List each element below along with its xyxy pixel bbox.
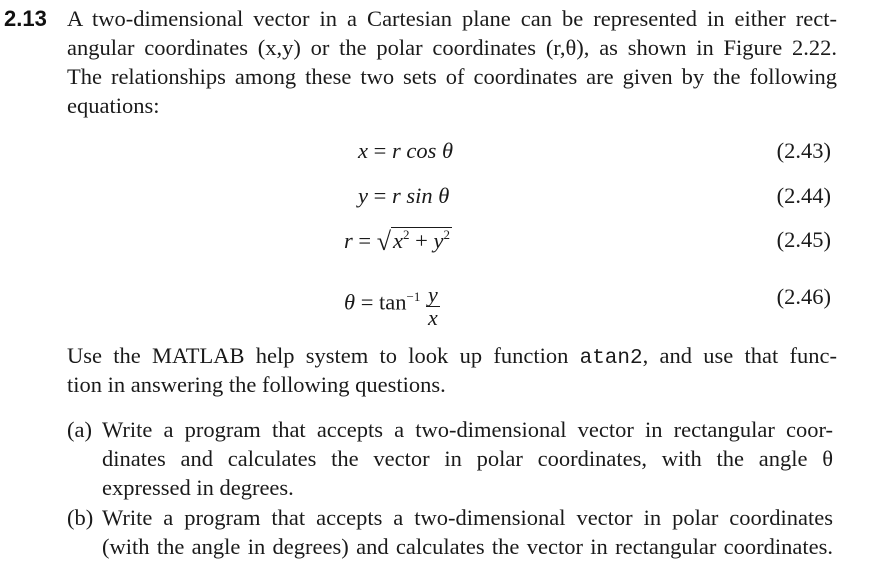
radicand: $x^2 + y^2$ — [393, 227, 450, 253]
eq4-exp: −1 — [406, 288, 421, 304]
instruction-line-1: Use the MATLAB help system to look up function atan2, and use that func- — [67, 343, 837, 370]
eq1-rhs: r cos θ — [391, 138, 454, 163]
eq2-lhs: y — [358, 183, 368, 208]
equation-2-45: $r = √x^2 + y^2$ — [344, 227, 450, 256]
part-b-line-1: Write a program that accepts a two-dimensional vector in polar coordinates — [102, 505, 833, 530]
instruction-line-2: tion in answering the following questions. — [67, 372, 446, 397]
intro-line-3: The relationships among these two sets of coordinates are given by the following — [67, 64, 837, 89]
part-a-label: (a) — [67, 417, 92, 442]
eq4-fraction — [426, 284, 440, 329]
intro-line-4: equations: — [67, 93, 160, 118]
function-name-atan2: atan2 — [579, 347, 643, 370]
equation-number-2-45: (2.45) — [776, 227, 831, 252]
part-a-line-1: Write a program that accepts a two-dimensional vector in rectangular coor- — [102, 417, 833, 442]
eq4-lhs: θ — [344, 289, 356, 315]
part-a-line-2: dinates and calculates the vector in polar coordinates, with the angle θ — [102, 446, 833, 471]
eq4-denominator: x — [427, 305, 438, 330]
part-a-line-3: expressed in degrees. — [102, 475, 294, 500]
equation-number-2-46: (2.46) — [776, 284, 831, 309]
equation-2-43: x = r cos θ — [358, 138, 454, 163]
intro-line-1: A two-dimensional vector in a Cartesian plane can be represented in either rect- — [67, 6, 837, 31]
problem-number: 2.13 — [4, 6, 47, 31]
part-b-label: (b) — [67, 505, 94, 530]
equation-number-2-43: (2.43) — [776, 138, 831, 163]
eq3-lhs: r — [344, 228, 353, 253]
equation-number-2-44: (2.44) — [776, 183, 831, 208]
equation-2-44: y = r sin θ — [358, 183, 450, 208]
sqrt-sign: √ — [376, 227, 391, 256]
intro-line-2: angular coordinates (x,y) or the polar coordinates (r,θ), as shown in Figure 2.22. — [67, 35, 837, 60]
part-b-line-2: (with the angle in degrees) and calculates the vector in rectangular coordinates. — [102, 534, 833, 559]
equation-2-46: $\theta = \tan^{-1}$ $\frac{y}{x}$ — [344, 282, 438, 330]
eq4-numerator: y — [427, 282, 438, 307]
eq4-func: tan — [379, 289, 407, 315]
eq2-rhs: r sin θ — [391, 183, 450, 208]
eq1-lhs: x — [358, 138, 368, 163]
